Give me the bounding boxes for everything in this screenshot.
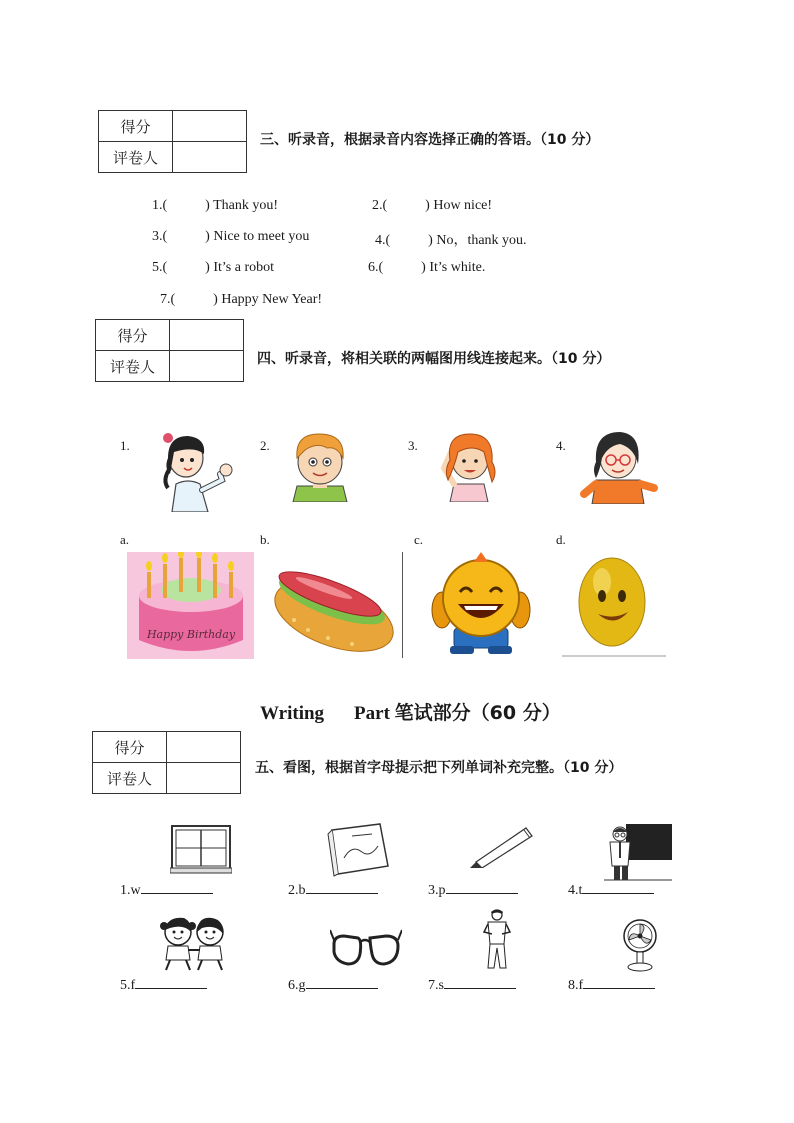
boy-face-icon[interactable] [287,428,353,502]
word-prefix: 4.t [568,883,583,898]
score-box-section4 [95,319,244,382]
grader-cell[interactable] [167,763,241,794]
person-label: 4. [556,438,566,453]
option-number: 1.( [152,198,168,213]
option-text: ) Nice to meet you [205,229,310,244]
friends-icon [156,914,234,972]
blank-line[interactable] [306,881,378,894]
section5-heading: 五、看图，根据首字母提示把下列单词补充完整。（10 分） [255,760,623,776]
word-prefix: 2.b [288,883,306,898]
score-cell[interactable] [167,732,241,763]
section4-heading: 四、听录音，将相关联的两幅图用线连接起来。（10 分） [257,351,611,367]
blank-line[interactable] [444,976,516,989]
word-blank-4[interactable] [568,881,654,899]
item-label: a. [120,532,130,547]
score-cell[interactable] [173,111,247,142]
option-text: ) How nice! [425,198,493,213]
option-5[interactable] [152,260,274,276]
person-label: 3. [408,438,418,453]
blank-line[interactable] [582,881,654,894]
birthday-cake-icon[interactable] [127,552,254,659]
word-blank-5[interactable] [120,976,207,994]
score-label: 得分 [93,732,167,763]
option-number: 2.( [372,198,388,213]
word-prefix: 6.g [288,978,306,993]
blank-line[interactable] [141,881,213,894]
option-number: 5.( [152,260,168,275]
item-label: b. [260,532,270,547]
word-blank-2[interactable] [288,881,378,899]
grader-label: 评卷人 [93,763,167,794]
word-blank-7[interactable] [428,976,516,994]
blank-line[interactable] [446,881,518,894]
score-box-section5 [92,731,241,794]
option-number: 4.( [375,233,391,248]
score-box-section3 [98,110,247,173]
writing-subtitle: 笔试部分（60 分） [394,702,561,724]
word-prefix: 5.f [120,978,136,993]
section3-heading: 三、听录音，根据录音内容选择正确的答语。（10 分） [260,132,600,148]
option-text: ) No，thank you. [428,233,527,248]
word-blank-3[interactable] [428,881,518,899]
option-text: ) Thank you! [205,198,279,213]
grader-label: 评卷人 [96,351,170,382]
blank-line[interactable] [135,976,207,989]
word-prefix: 8.f [568,978,584,993]
option-number: 7.( [160,292,176,307]
grader-cell[interactable] [173,142,247,173]
grader-label: 评卷人 [99,142,173,173]
grader-cell[interactable] [170,351,244,382]
fan-icon [620,918,660,972]
writing-part-title [260,698,561,725]
woman-glasses-icon[interactable] [578,428,662,504]
glasses-icon [330,928,402,972]
yellow-robot-icon[interactable] [428,552,534,656]
person-label: 2. [260,438,270,453]
hot-dog-icon[interactable] [268,552,400,658]
blank-line[interactable] [583,976,655,989]
word-blank-8[interactable] [568,976,655,994]
book-icon [322,822,392,878]
score-cell[interactable] [170,320,244,351]
blank-line[interactable] [306,976,378,989]
option-7[interactable] [160,292,322,308]
option-number: 6.( [368,260,384,275]
pencil-icon [468,822,536,868]
window-icon [170,824,232,874]
option-text: ) Happy New Year! [213,292,323,307]
item-label: d. [556,532,566,547]
option-text: ) It’s a robot [205,260,274,275]
person-label: 1. [120,438,130,453]
item-label: c. [414,532,424,547]
option-3[interactable] [152,229,309,245]
score-label: 得分 [96,320,170,351]
option-1[interactable] [152,198,278,214]
egg-face-icon[interactable] [562,552,666,658]
teacher-icon [604,822,672,882]
divider [402,552,403,658]
score-label: 得分 [99,111,173,142]
word-prefix: 7.s [428,978,444,993]
option-2[interactable] [372,198,492,214]
option-text: ) It’s white. [421,260,486,275]
option-4[interactable] [375,229,527,249]
option-6[interactable] [368,260,485,276]
part-word: Part [354,703,390,724]
girl-saluting-icon[interactable] [432,428,506,502]
word-prefix: 1.w [120,883,141,898]
writing-word: Writing [260,703,325,724]
word-blank-1[interactable] [120,881,213,899]
girl-waving-icon[interactable] [150,428,240,512]
word-blank-6[interactable] [288,976,378,994]
option-number: 3.( [152,229,168,244]
cake-text: Happy Birthday [146,628,236,641]
word-prefix: 3.p [428,883,446,898]
strong-man-icon [480,908,514,972]
